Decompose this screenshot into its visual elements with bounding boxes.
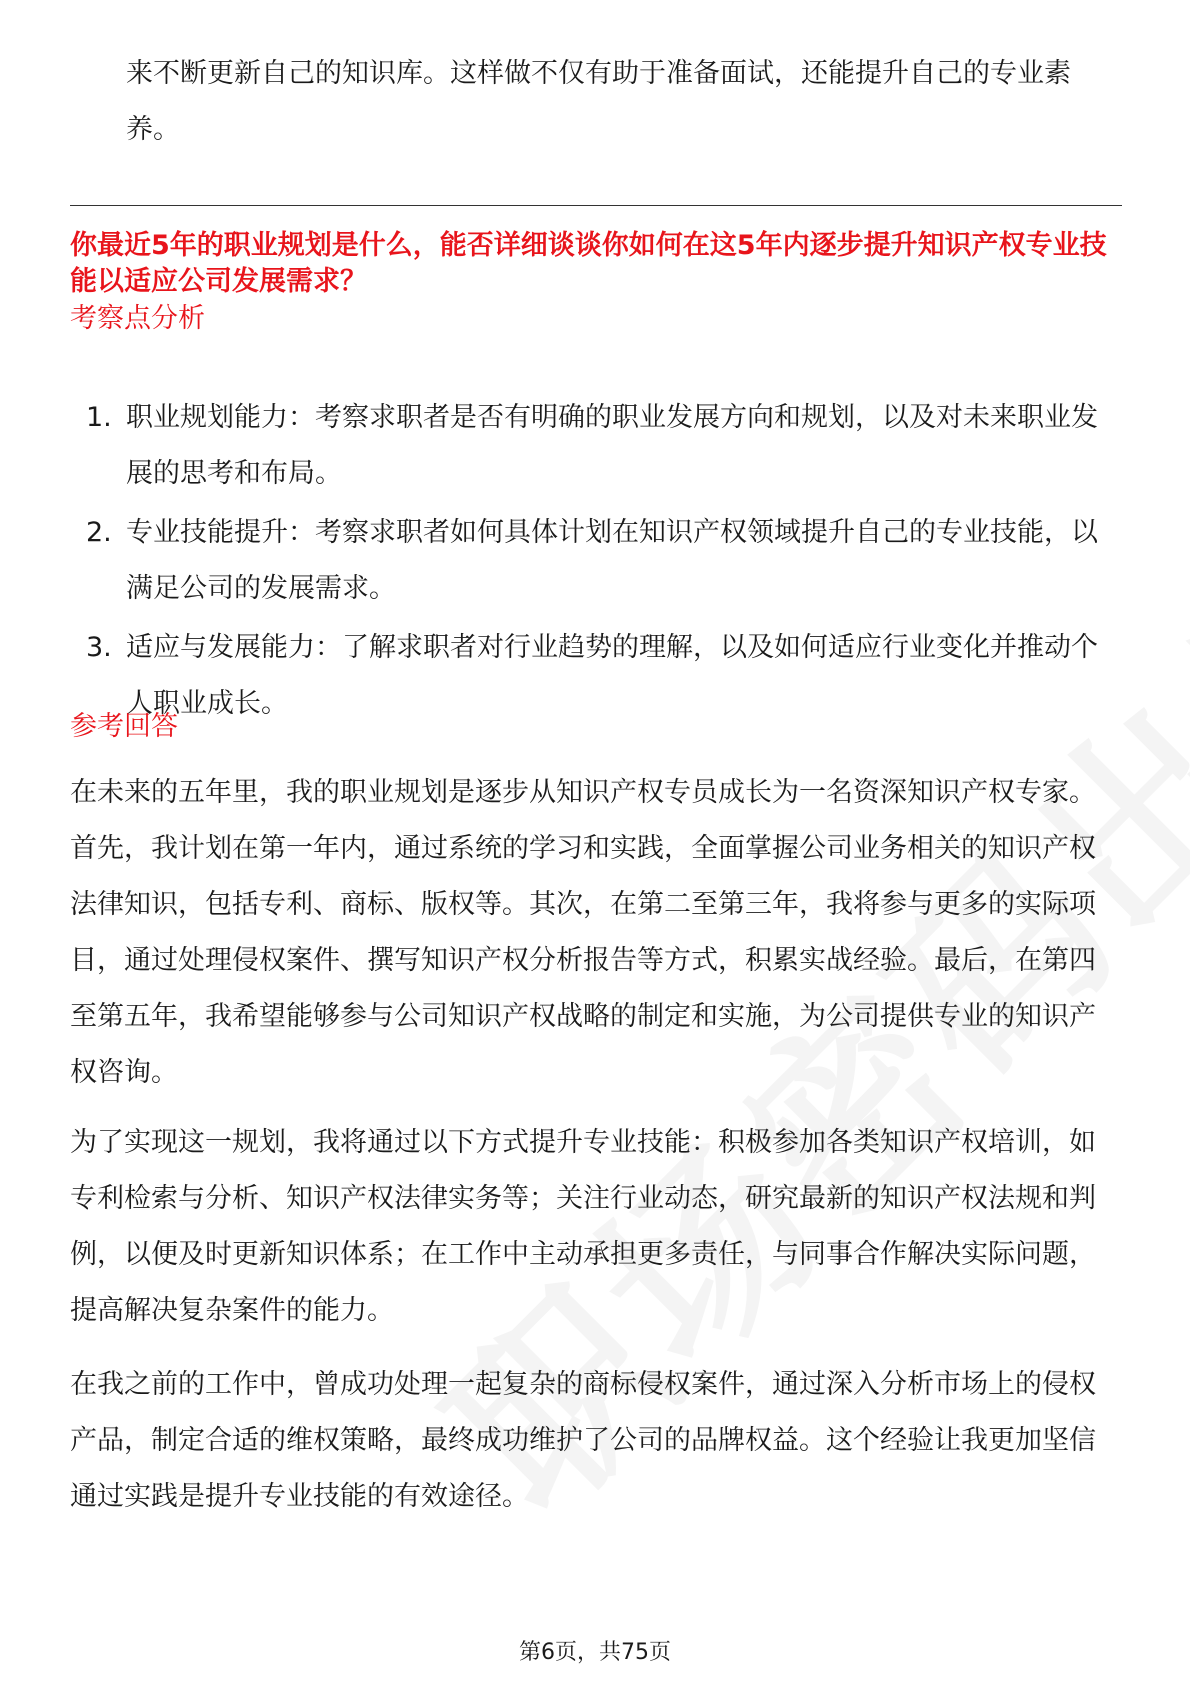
analysis-title: 考察点分析: [70, 303, 205, 334]
answer-paragraph: 在我之前的工作中，曾成功处理一起复杂的商标侵权案件，通过深入分析市场上的侵权产品，制定合适的维权策略，最终成功维护了公司的品牌权益。这个经验让我更加坚信通过实践是提升专业技能的有效途径。: [70, 1369, 1096, 1512]
answer-paragraph: 为了实现这一规划，我将通过以下方式提升专业技能：积极参加各类知识产权培训，如专利检索与分析、知识产权法律实务等；关注行业动态，研究最新的知识产权法规和判例，以便及时更新知识体系；在工作中主动承担更多责任，与同事合作解决实际问题，提高解决复杂案件的能力。: [70, 1127, 1096, 1326]
list-number: 3.: [86, 632, 112, 663]
section-divider: [70, 205, 1122, 206]
list-item: [70, 620, 1122, 732]
page-number: 第6页，共75页: [519, 1640, 671, 1665]
list-item-text: 职业规划能力：考察求职者是否有明确的职业发展方向和规划，以及对未来职业发展的思考和布局。: [126, 402, 1098, 489]
answer-title: 参考回答: [70, 711, 178, 742]
answer-paragraph: 在未来的五年里，我的职业规划是逐步从知识产权专员成长为一名资深知识产权专家。首先，我计划在第一年内，通过系统的学习和实践，全面掌握公司业务相关的知识产权法律知识，包括专利、商标、版权等。其次，在第二至第三年，我将参与更多的实际项目，通过处理侵权案件、撰写知识产权分析报告等方式，积累实战经验。最后，在第四至第五年，我希望能够参与公司知识产权战略的制定和实施，为公司提供专业的知识产权咨询。: [70, 777, 1096, 1088]
list-item-text: 专业技能提升：考察求职者如何具体计划在知识产权领域提升自己的专业技能，以满足公司的发展需求。: [126, 517, 1098, 604]
list-item: [70, 390, 1122, 502]
list-number: 1.: [86, 402, 112, 433]
list-item-text: 适应与发展能力：了解求职者对行业趋势的理解，以及如何适应行业变化并推动个人职业成长。: [126, 632, 1098, 719]
question-heading: 你最近5年的职业规划是什么，能否详细谈谈你如何在这5年内逐步提升知识产权专业技能以适应公司发展需求？: [70, 230, 1107, 297]
list-number: 2.: [86, 517, 112, 548]
list-item: [70, 505, 1122, 617]
analysis-points-list: [70, 390, 1122, 735]
continuation-text: 来不断更新自己的知识库。这样做不仅有助于准备面试，还能提升自己的专业素养。: [126, 58, 1071, 145]
